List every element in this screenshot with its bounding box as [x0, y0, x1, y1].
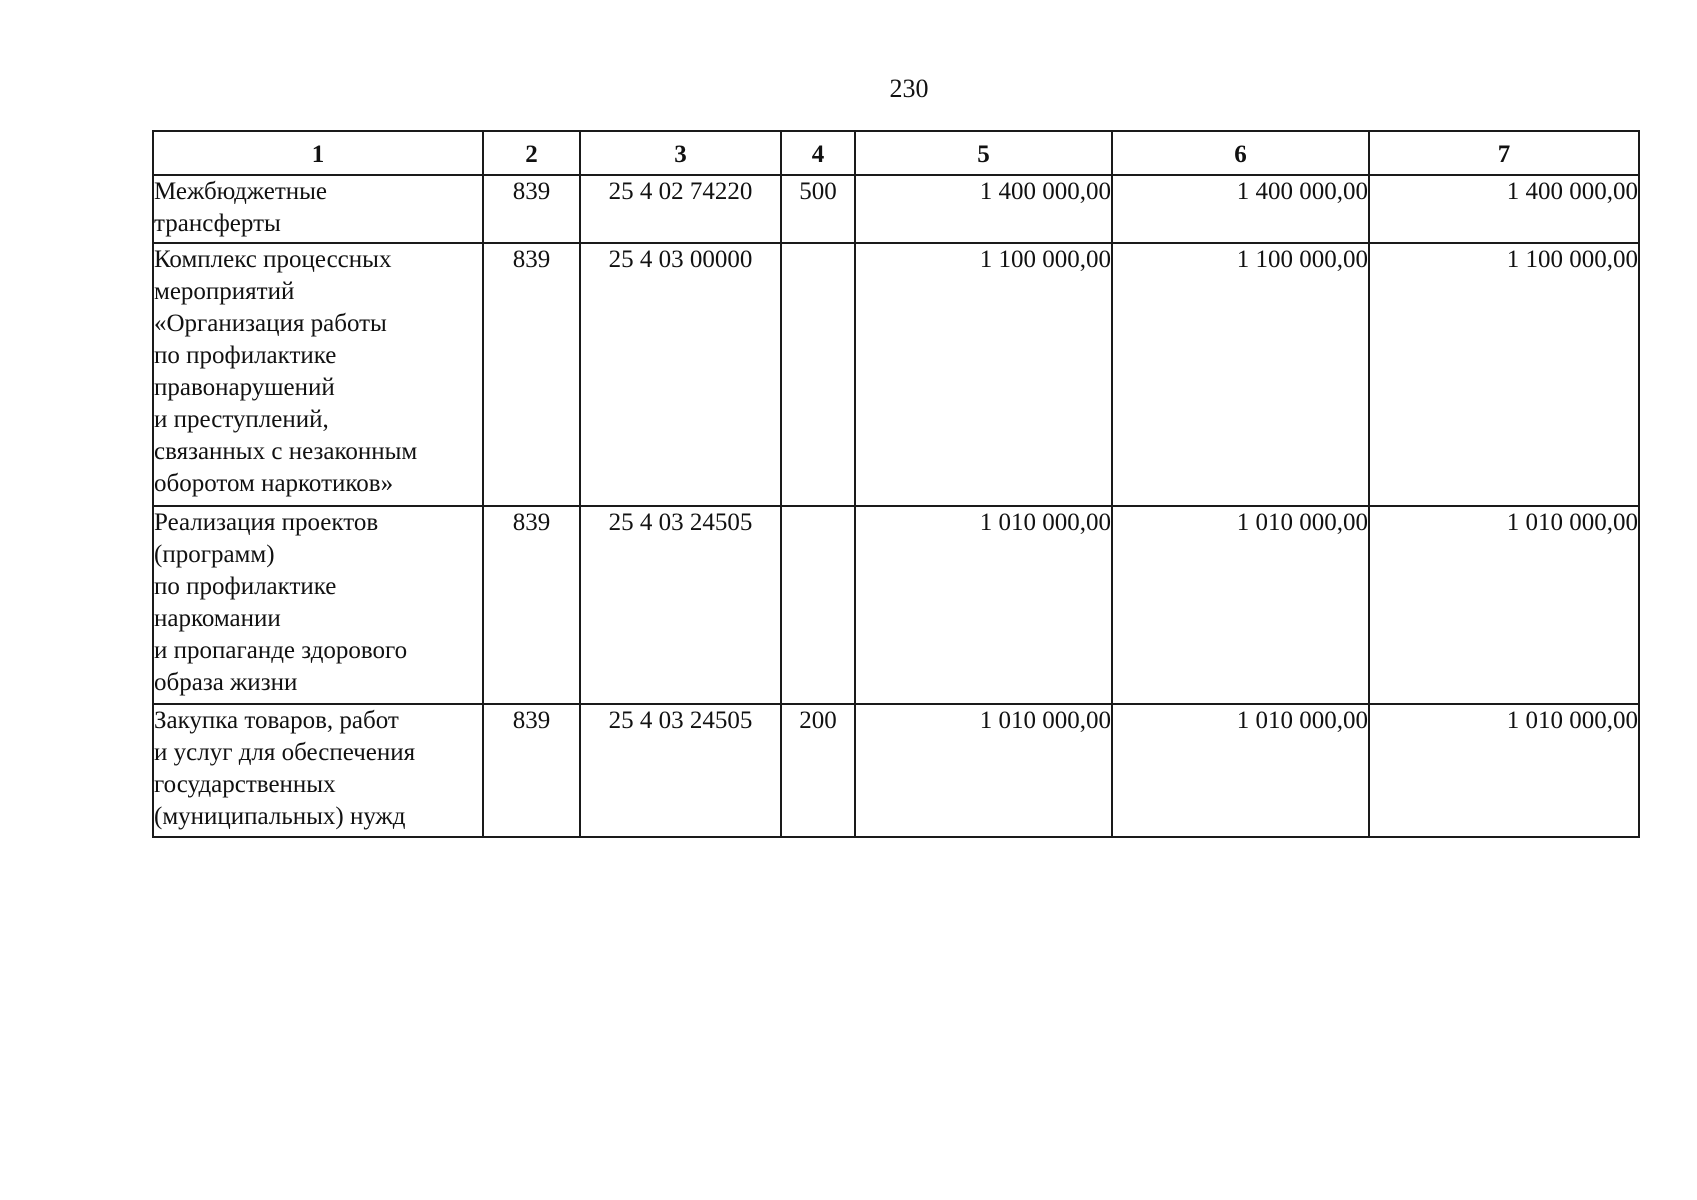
csr-cell: 25 4 03 00000: [580, 243, 781, 506]
sum-cell-7: 1 010 000,00: [1369, 506, 1639, 704]
sum-cell-6: 1 010 000,00: [1112, 506, 1369, 704]
row-name-line: (программ): [154, 541, 275, 568]
sum-cell-5: 1 100 000,00: [855, 243, 1112, 506]
column-header-6: 6: [1112, 131, 1369, 175]
csr-cell: 25 4 03 24505: [580, 704, 781, 837]
table-row: [153, 175, 1639, 243]
row-name-line: и услуг для обеспечения: [154, 739, 416, 766]
row-name-line: по профилактике: [154, 342, 337, 369]
budget-table: [152, 130, 1640, 838]
vr-cell: 500: [781, 175, 855, 243]
vr-cell: [781, 243, 855, 506]
row-name-line: (муниципальных) нужд: [154, 803, 406, 830]
row-name-line: оборотом наркотиков»: [154, 470, 394, 497]
grbs-cell: 839: [483, 506, 580, 704]
row-name-line: «Организация работы: [154, 310, 387, 337]
row-name-line: Межбюджетные: [154, 178, 328, 205]
row-name-line: Закупка товаров, работ: [154, 707, 399, 734]
vr-cell: [781, 506, 855, 704]
row-name-line: правонарушений: [154, 374, 335, 401]
row-name-cell: [153, 704, 483, 837]
sum-cell-6: 1 400 000,00: [1112, 175, 1369, 243]
row-name-line: Комплекс процессных: [154, 246, 392, 273]
csr-cell: 25 4 02 74220: [580, 175, 781, 243]
row-name-line: связанных с незаконным: [154, 438, 418, 465]
csr-cell: 25 4 03 24505: [580, 506, 781, 704]
table-row: [153, 506, 1639, 704]
table-row: [153, 704, 1639, 837]
row-name-line: по профилактике: [154, 573, 337, 600]
table-header-row: [153, 131, 1639, 175]
sum-cell-7: 1 010 000,00: [1369, 704, 1639, 837]
row-name-line: и преступлений,: [154, 406, 329, 433]
row-name-line: трансферты: [154, 210, 281, 237]
sum-cell-5: 1 010 000,00: [855, 704, 1112, 837]
sum-cell-7: 1 400 000,00: [1369, 175, 1639, 243]
row-name-line: Реализация проектов: [154, 509, 379, 536]
sum-cell-6: 1 010 000,00: [1112, 704, 1369, 837]
grbs-cell: 839: [483, 175, 580, 243]
sum-cell-5: 1 400 000,00: [855, 175, 1112, 243]
column-header-3: 3: [580, 131, 781, 175]
row-name-line: образа жизни: [154, 669, 298, 696]
grbs-cell: 839: [483, 704, 580, 837]
page-number: 230: [889, 74, 929, 103]
sum-cell-7: 1 100 000,00: [1369, 243, 1639, 506]
row-name-cell: [153, 506, 483, 704]
row-name-line: и пропаганде здорового: [154, 637, 408, 664]
column-header-1: 1: [153, 131, 483, 175]
vr-cell: 200: [781, 704, 855, 837]
grbs-cell: 839: [483, 243, 580, 506]
row-name-line: мероприятий: [154, 278, 295, 305]
column-header-7: 7: [1369, 131, 1639, 175]
table-row: [153, 243, 1639, 506]
sum-cell-6: 1 100 000,00: [1112, 243, 1369, 506]
column-header-5: 5: [855, 131, 1112, 175]
row-name-line: государственных: [154, 771, 336, 798]
row-name-cell: [153, 175, 483, 243]
column-header-4: 4: [781, 131, 855, 175]
sum-cell-5: 1 010 000,00: [855, 506, 1112, 704]
column-header-2: 2: [483, 131, 580, 175]
row-name-cell: [153, 243, 483, 506]
row-name-line: наркомании: [154, 605, 281, 632]
